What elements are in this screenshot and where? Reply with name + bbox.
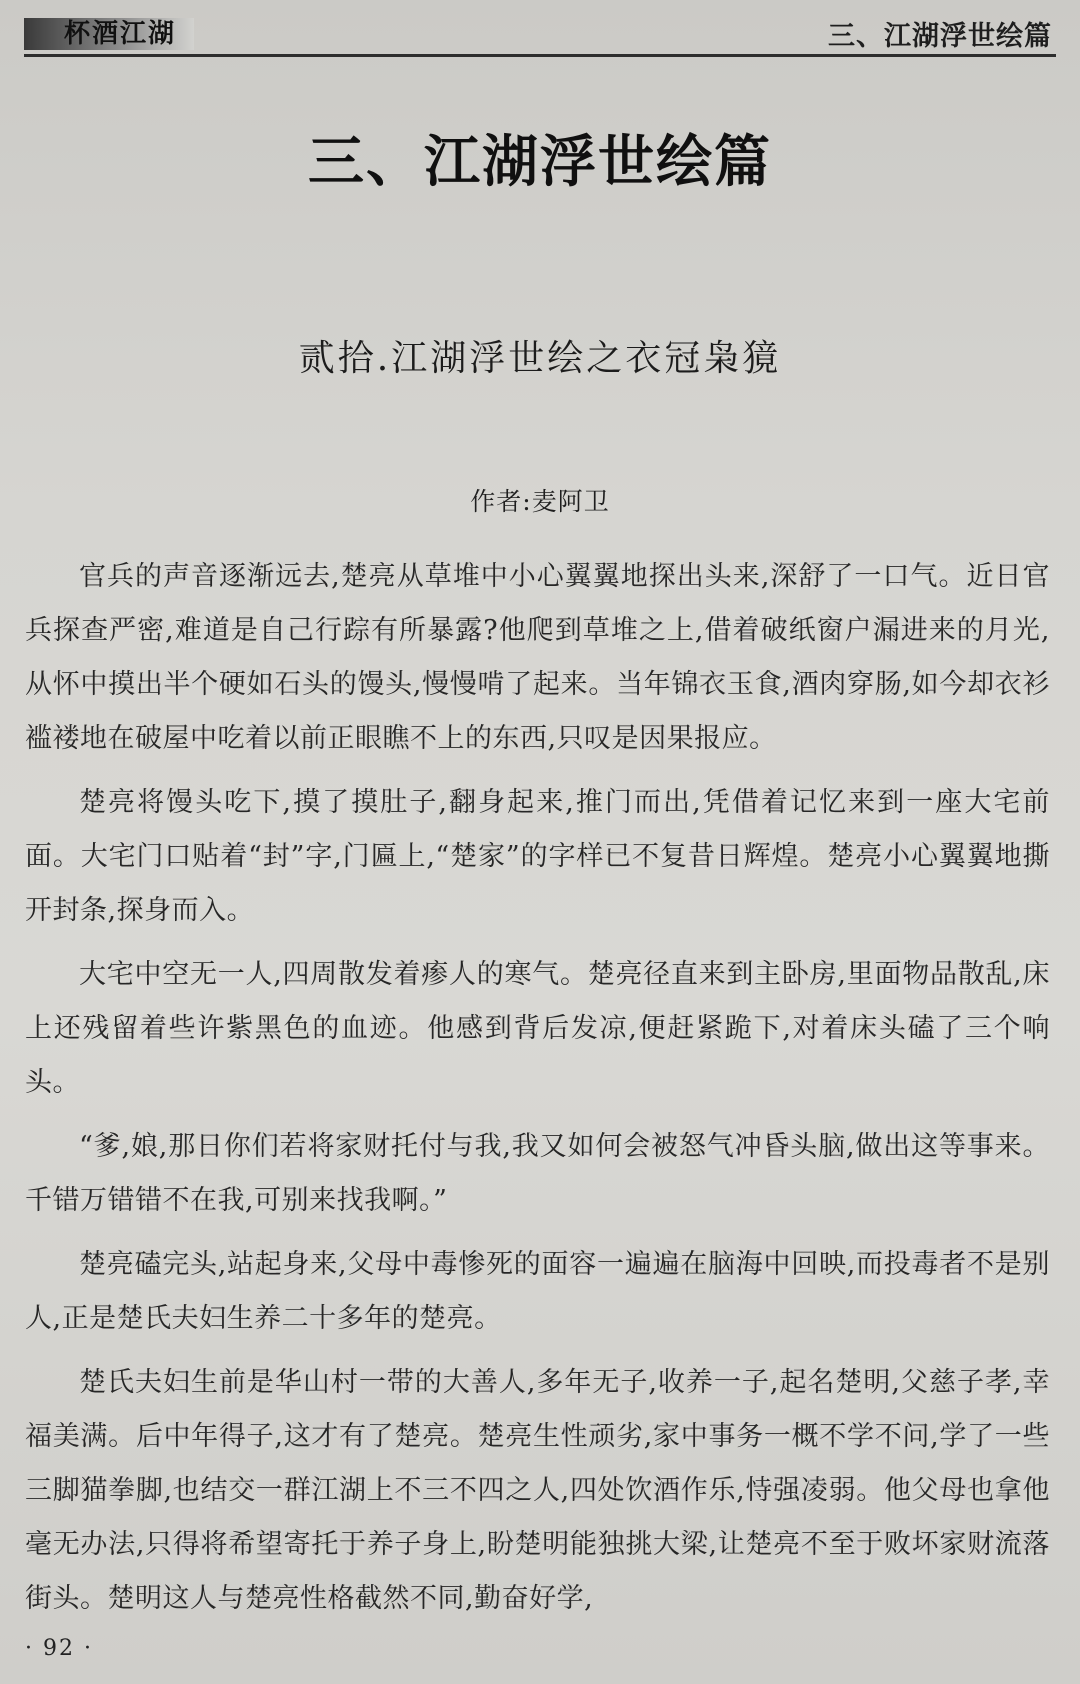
paragraph: 楚氏夫妇生前是华山村一带的大善人,多年无子,收养一子,起名楚明,父慈子孝,幸福美满。后中年得子,这才有了楚亮。楚亮生性顽劣,家中事务一概不学不问,学了一些三脚猫拳脚,也结交一群江湖上不三不四之人,四处饮酒作乐,恃强凌弱。他父母也拿他毫无办法,只得将希望寄托于养子身上,盼楚明能独挑大梁,让楚亮不至于败坏家财流落街头。楚明这人与楚亮性格截然不同,勤奋好学, <box>25 1367 1050 1614</box>
running-header <box>24 10 1056 57</box>
paragraph: 楚亮磕完头,站起身来,父母中毒惨死的面容一遍遍在脑海中回映,而投毒者不是别人,正是楚氏夫妇生养二十多年的楚亮。 <box>25 1249 1050 1334</box>
chapter-title: 贰拾.江湖浮世绘之衣冠枭獍 <box>298 338 782 379</box>
page-number: · 92 · <box>25 1636 93 1661</box>
body-text <box>25 550 1050 1626</box>
paragraph: 大宅中空无一人,四周散发着瘆人的寒气。楚亮径直来到主卧房,里面物品散乱,床上还残留着些许紫黑色的血迹。他感到背后发凉,便赶紧跪下,对着床头磕了三个响头。 <box>25 959 1050 1098</box>
paragraph: 楚亮将馒头吃下,摸了摸肚子,翻身起来,推门而出,凭借着记忆来到一座大宅前面。大宅门口贴着“封”字,门匾上,“楚家”的字样已不复昔日辉煌。楚亮小心翼翼地撕开封条,探身而入。 <box>25 787 1050 926</box>
header-book-title: 杯酒江湖 <box>64 19 177 49</box>
author-line: 作者:麦阿卫 <box>470 487 610 516</box>
paragraph: “爹,娘,那日你们若将家财托付与我,我又如何会被怒气冲昏头脑,做出这等事来。千错万错错不在我,可别来找我啊。” <box>25 1131 1050 1216</box>
section-title: 三、江湖浮世绘篇 <box>308 129 772 195</box>
header-section-title: 三、江湖浮世绘篇 <box>828 21 1052 52</box>
header-book-title-bar <box>24 18 194 50</box>
paragraph: 官兵的声音逐渐远去,楚亮从草堆中小心翼翼地探出头来,深舒了一口气。近日官兵探查严密,难道是自己行踪有所暴露?他爬到草堆之上,借着破纸窗户漏进来的月光,从怀中摸出半个硬如石头的馒头,慢慢啃了起来。当年锦衣玉食,酒肉穿肠,如今却衣衫褴褛地在破屋中吃着以前正眼瞧不上的东西,只叹是因果报应。 <box>25 561 1050 754</box>
